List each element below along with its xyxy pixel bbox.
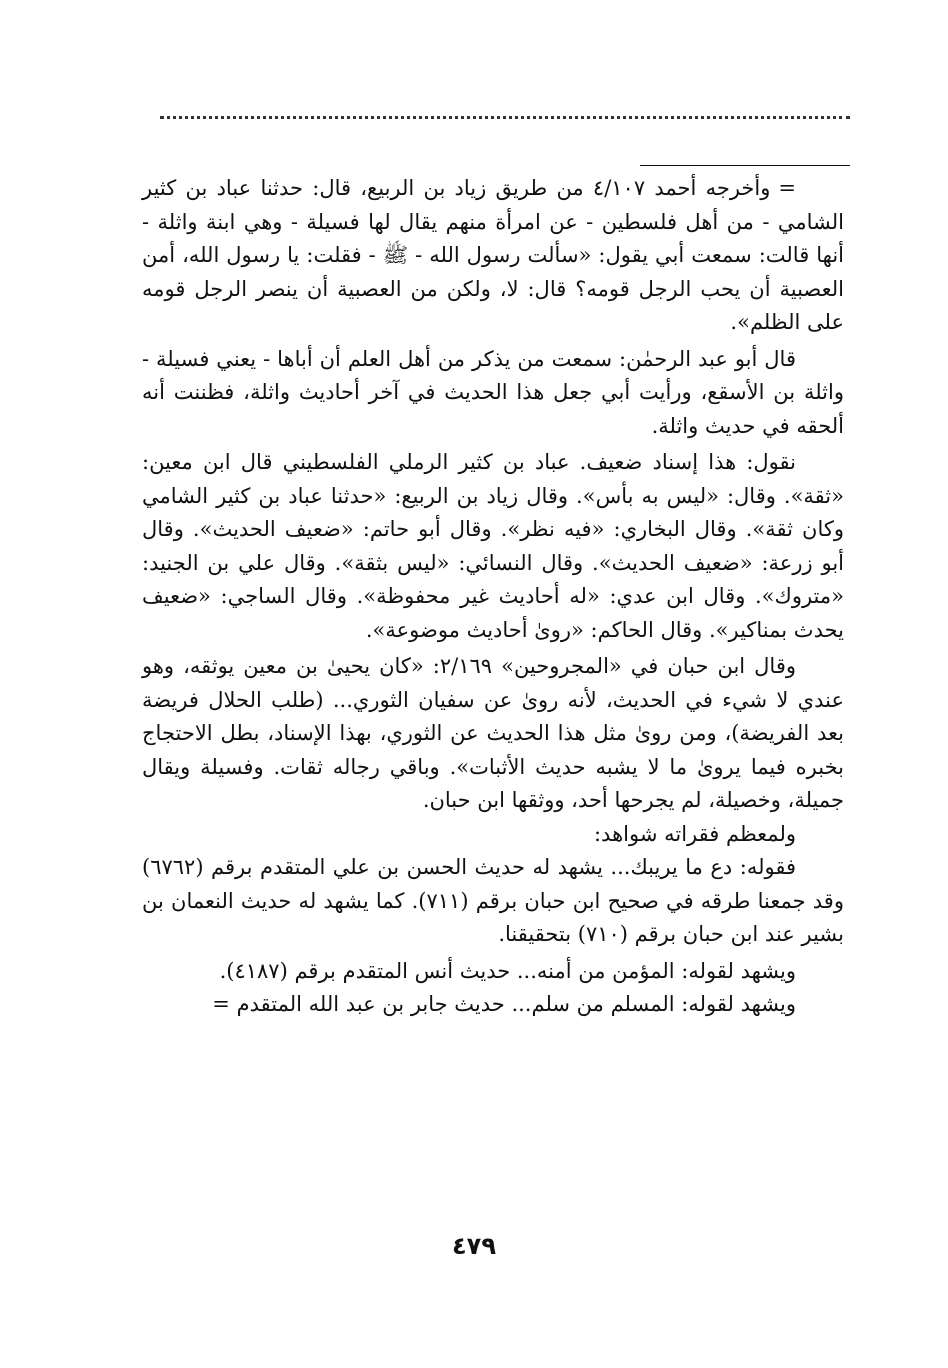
footnote-rule [640, 165, 850, 166]
footnote-paragraph-5: ولمعظم فقراته شواهد: [593, 821, 796, 846]
footnote-paragraph-6: فقوله: دع ما يريبك... يشهد له حديث الحسن بن علي المتقدم برقم (٦٧٦٢) وقد جمعنا طرقه في صحيح ابن حبان برقم (٧١١). كما يشهد له حديث النعمان بن بشير عند ابن حبان برقم (٧١٠) بتحقيقنا. [142, 855, 844, 946]
footnote-paragraph-8: ويشهد لقوله: المسلم من سلم... حديث جابر بن عبد الله المتقدم = [212, 992, 796, 1016]
top-dotted-separator [160, 116, 850, 119]
page-number: ٤٧٩ [452, 1232, 496, 1260]
footnote-paragraph-1: =وأخرجه أحمد ٤/١٠٧ من طريق زياد بن الربيع، قال: حدثنا عباد بن كثير الشامي - من أهل فلسطين - عن امرأة منهم يقال لها فسيلة - وهي ابنة واثلة - أنها قالت: سمعت أبي يقول: «سألت رسول الله - ﷺ - فقلت: يا رسول الله، أمن العصبية أن يحب الرجل قومه؟ قال: لا، ولكن من العصبية أن ينصر الرجل قومه على الظلم». [142, 176, 844, 334]
footnote-paragraph-3: نقول: هذا إسناد ضعيف. عباد بن كثير الرملي الفلسطيني قال ابن معين: «ثقة». وقال: «ليس به بأس». وقال زياد بن الربيع: «حدثنا عباد بن كثير الشامي وكان ثقة». وقال البخاري: «فيه نظر». وقال أبو حاتم: «ضعيف الحديث». وقال أبو زرعة: «ضعيف الحديث». وقال النسائي: «ليس بثقة». وقال علي بن الجنيد: «متروك». وقال ابن عدي: «له أحاديث غير محفوظة». وقال الساجي: «ضعيف يحدث بمناكير». وقال الحاكم: «روىٰ أحاديث موضوعة». [142, 450, 844, 642]
footnote-paragraph-4: وقال ابن حبان في «المجروحين» ٢/١٦٩: «كان يحيىٰ بن معين يوثقه، وهو عندي لا شيء في الحديث، لأنه روىٰ عن سفيان الثوري... (طلب الحلال فريضة بعد الفريضة)، ومن روىٰ مثل هذا الحديث عن الثوري، بهذا الإسناد، بطل الاحتجاج بخبره فيما يروىٰ ما لا يشبه حديث الأثبات». وباقي رجاله ثقات. وفسيلة ويقال جميلة، وخصيلة، لم يجرحها أحد، ووثقها ابن حبان. [142, 654, 844, 812]
continuation-marker-start: = [778, 176, 796, 200]
footnote-paragraph-7: ويشهد لقوله: المؤمن من أمنه... حديث أنس المتقدم برقم (٤١٨٧). [219, 958, 796, 983]
continuation-marker-end: = [212, 992, 230, 1016]
footnote-paragraph-2: قال أبو عبد الرحمٰن: سمعت من يذكر من أهل العلم أن أباها - يعني فسيلة - واثلة بن الأسقع، ورأيت أبي جعل هذا الحديث في آخر أحاديث واثلة، فظننت أنه ألحقه في حديث واثلة. [142, 346, 844, 438]
footnote-text [142, 172, 844, 1022]
